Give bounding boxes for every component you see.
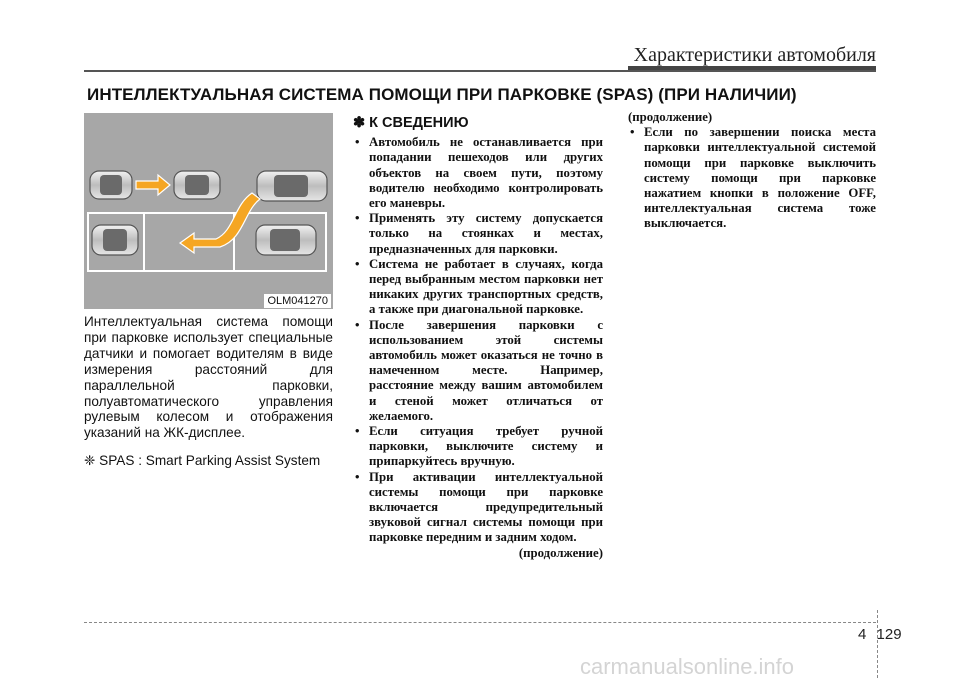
car-parked-left bbox=[92, 225, 138, 255]
car-reversing bbox=[257, 171, 327, 201]
forward-arrow bbox=[136, 175, 170, 195]
list-item: • При активации интеллектуальной системы помощи при парковке включается предупредительный звуковой сигнал системы помощи при парковке передним и задним ходом. bbox=[353, 470, 603, 546]
page-number bbox=[858, 626, 902, 643]
parking-diagram bbox=[84, 113, 333, 309]
section-title: ИНТЕЛЛЕКТУАЛЬНАЯ СИСТЕМА ПОМОЩИ ПРИ ПАРКОВКЕ (SPAS) (ПРИ НАЛИЧИИ) bbox=[87, 85, 797, 104]
list-item: • Автомобиль не останавливается при попадании пешеходов или других объектов на своем пути, поэтому водителю необходимо контролировать его маневры. bbox=[353, 135, 603, 211]
chapter-number: 4 bbox=[858, 626, 867, 643]
page-index: 129 bbox=[876, 626, 902, 643]
notice-column bbox=[353, 116, 603, 561]
watermark: carmanualsonline.info bbox=[580, 654, 795, 679]
notice-heading: ✽ К СВЕДЕНИЮ bbox=[353, 115, 469, 131]
list-item: • Система не работает в случаях, когда перед выбранным местом парковки нет никаких других транспортных средств, а также при диагональной парковке. bbox=[353, 257, 603, 318]
intro-column bbox=[84, 314, 333, 469]
reverse-arrow bbox=[180, 193, 260, 253]
car-moving bbox=[90, 171, 132, 199]
continuation-column bbox=[628, 110, 876, 232]
car-parked-front bbox=[174, 171, 220, 199]
notice-list bbox=[353, 135, 603, 545]
continued-label: (продолжение) bbox=[518, 545, 603, 560]
car-parked-right bbox=[256, 225, 316, 255]
list-item: • Если ситуация требует ручной парковки, выключите систему и припаркуйтесь вручную. bbox=[353, 424, 603, 470]
chapter-title: Характеристики автомобиля bbox=[633, 44, 876, 66]
footer-rule bbox=[84, 622, 876, 623]
list-item: • Если по завершении поиска места парковки интеллектуальной системой помощи при парковке выключить систему помощи при парковке нажатием кнопки в положение OFF, интеллектуальная система тоже выключается. bbox=[628, 125, 876, 231]
continued-label: (продолжение) bbox=[628, 110, 713, 124]
figure-label: OLM041270 bbox=[264, 294, 331, 308]
footer-divider bbox=[877, 610, 878, 678]
intro-paragraph: Интеллектуальная система помощи при парковке использует специальные датчики и помогает водителям в виде измерения расстояний для параллельной парковки, полуавтоматического управления рулевым колесом и отображения указаний на ЖК-дисплее. bbox=[84, 314, 333, 441]
list-item: • После завершения парковки с использованием этой системы автомобиль может оказаться не точно в намеченном месте. Например, расстояние между вашим автомобилем и стеной может отличаться от желаемого. bbox=[353, 318, 603, 424]
list-item: • Применять эту систему допускается только на стоянках и местах, предназначенных для парковки. bbox=[353, 211, 603, 257]
notice-list-continued bbox=[628, 125, 876, 231]
abbreviation-note: ❈ SPAS : Smart Parking Assist System bbox=[84, 453, 321, 469]
parking-illustration bbox=[84, 113, 333, 309]
header-rule bbox=[84, 70, 876, 72]
